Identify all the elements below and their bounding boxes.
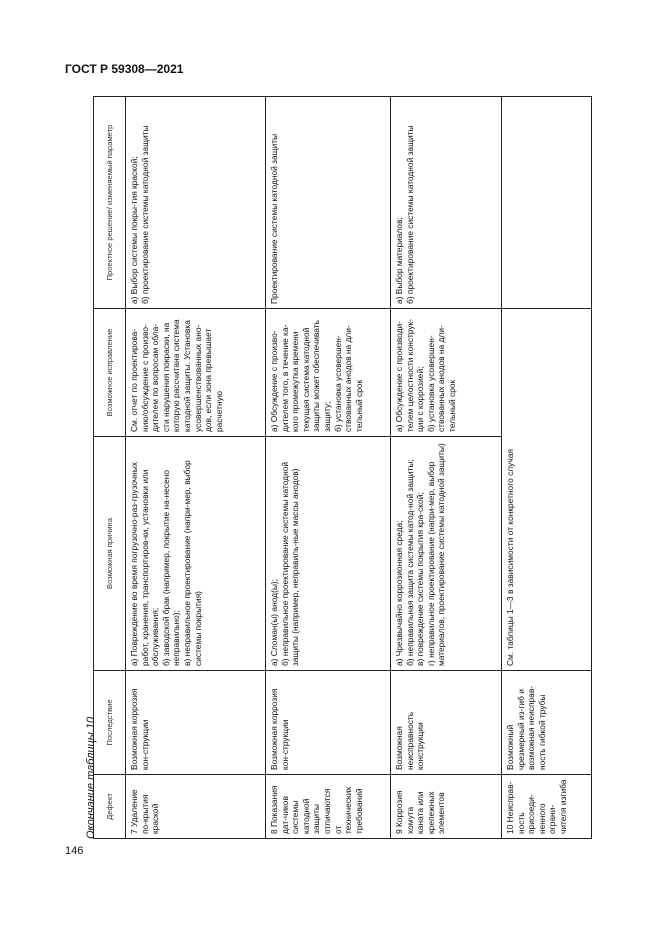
- cell-defect: 10 Неисправ-ность присоеди-ненного ограни-чителя изгиба: [502, 775, 592, 839]
- cell-defect: 9 Коррозия хомута каната или крепежных элементов: [391, 775, 502, 839]
- cause-item: а) Повреждение во время погрузочно-раз-грузочных работ, хранения, транспортиров-ки, установки или обслуживания;: [129, 461, 161, 666]
- fix-item: а) Обсуждение с производи-телем целостности конструк-ции с коррозией;: [394, 318, 426, 432]
- cell-consequence: Возможная неисправность конструкции: [391, 671, 502, 775]
- cell-consequence: Возможная коррозия кон-струкции: [266, 671, 391, 775]
- fix-item: а) Обсуждение с произво-дителем того, в течение ка-кого промежутка времени текущая система катодной защиты может обеспечивать защиту;: [269, 320, 332, 432]
- table-caption: Окончание таблицы 10: [85, 716, 97, 839]
- fix-item: б) установка усовершен-ствованных анодов на дли-тельный срок: [425, 325, 457, 432]
- cell-cause: [266, 437, 391, 671]
- cause-item: б) неправильная защита системы катод-ной защиты;: [404, 459, 415, 666]
- table-row: [266, 97, 391, 839]
- table-header-row: [94, 97, 126, 839]
- cell-defect: 8 Показания дат-чиков системы катодной защиты отличаются от технических требований: [266, 775, 391, 839]
- col-header-fix: Возможное исправление: [94, 309, 126, 437]
- cause-item: б) неправильное проектирование системы катодной защиты (например, неправиль-ные массы анодов): [279, 461, 301, 666]
- cell-cause: [391, 437, 502, 671]
- decision-item: а) Выбор материалов;: [394, 217, 404, 304]
- table-row: [502, 97, 592, 839]
- decision-item: б) проектирование системы катодной защиты: [404, 125, 415, 304]
- cell-fix: [126, 309, 266, 437]
- table-row: [126, 97, 266, 839]
- cell-consequence: Возможная коррозия кон-струкции: [126, 671, 266, 775]
- defects-table: [93, 96, 592, 839]
- fix-item: б) установка усовершен-ствованных анодов на дли-тельный срок: [332, 325, 364, 432]
- page-header: ГОСТ Р 59308—2021: [65, 62, 184, 76]
- cell-fix: [391, 309, 502, 437]
- cell-see-tables: См. таблицы 1—3 в зависимости от конкретного случая: [502, 309, 592, 671]
- rotated-table-area: [85, 97, 568, 839]
- cause-item: г) неправильное проектирование (напри-мер, выбор материалов, проектирование системы катодной защиты): [425, 443, 447, 666]
- cause-item: в) повреждение системы покрытия кра-ской;: [415, 492, 426, 666]
- cause-item: а) Чрезвычайно коррозионная среда;: [394, 520, 404, 666]
- cause-item: б) заводской брак (например, покрытие на-несено неправильно);: [160, 469, 182, 666]
- cell-consequence: Возможный чрезмерный из-гиб и возможная неисправ-ность гибкой трубы: [502, 671, 592, 775]
- col-header-decision: Проектное решение/ изменяемый параметр: [94, 97, 126, 309]
- cause-item: а) Сломан(ы) анод(ы);: [269, 579, 279, 666]
- cell-cause: [126, 437, 266, 671]
- cell-defect: 7 Удаление по-крытия краской: [126, 775, 266, 839]
- cell-fix: [266, 309, 391, 437]
- col-header-consequence: Последствие: [94, 671, 126, 775]
- decision-item: а) Выбор системы покры-тия краской;: [129, 156, 139, 304]
- decision-item: Проектирование системы катодной защиты: [269, 133, 279, 304]
- fix-item: См. отчет по проектирова-нию/обсуждение с произво-дителем по вопросам обла-сти нарушения покраски, на которую рассчитана система катодной защиты. Установка усовершенствованных ано-дов, если зона превышает расчетную: [129, 319, 224, 432]
- cell-decision: [391, 97, 502, 309]
- page-number: 146: [65, 845, 84, 857]
- cell-decision: [126, 97, 266, 309]
- col-header-cause: Возможная причина: [94, 437, 126, 671]
- table-row: [391, 97, 502, 839]
- cell-decision: [266, 97, 391, 309]
- col-header-defect: Дефект: [94, 775, 126, 839]
- cause-item: в) неправильное проектирование (напри-мер, выбор системы покрытия): [181, 460, 203, 666]
- decision-item: б) проектирование системы катодной защиты: [139, 125, 150, 304]
- cell-decision-empty: [502, 97, 592, 309]
